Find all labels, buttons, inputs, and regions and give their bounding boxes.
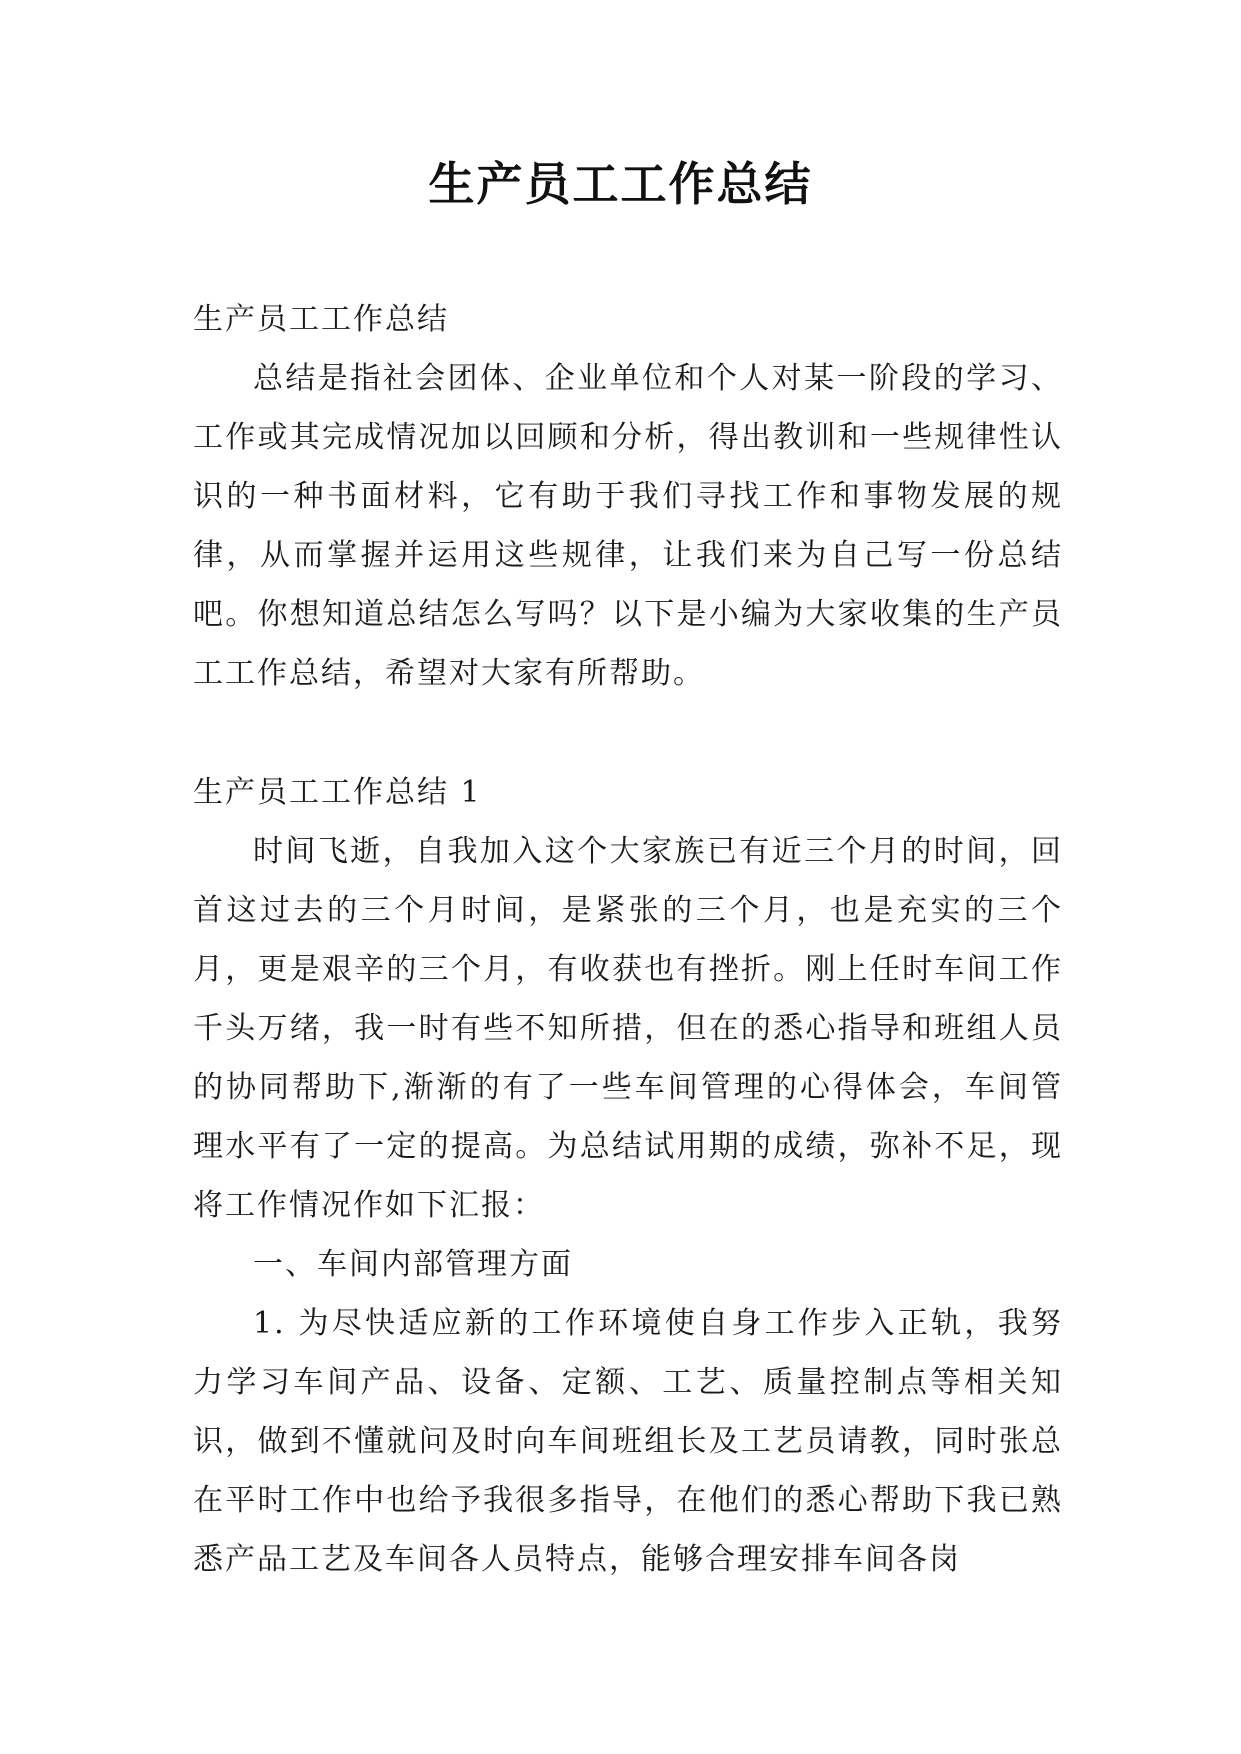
document-title: 生产员工工作总结 xyxy=(428,157,813,211)
document-body xyxy=(193,290,1063,1589)
section1-paragraph: 时间飞逝，自我加入这个大家族已有近三个月的时间，回首这过去的三个月时间，是紧张的三个月，也是充实的三个月，更是艰辛的三个月，有收获也有挫折。刚上任时车间工作千头万绪，我一时有些不知所措，但在的悉心指导和班组人员的协同帮助下,渐渐的有了一些车间管理的心得体会，车间管理水平有了一定的提高。为总结试用期的成绩，弥补不足，现将工作情况作如下汇报： xyxy=(193,834,1063,1223)
part1-heading: 一、车间内部管理方面 xyxy=(253,1247,573,1282)
section-spacer xyxy=(193,703,1063,763)
intro-heading: 生产员工工作总结 xyxy=(193,302,449,337)
item1-paragraph: 1. 为尽快适应新的工作环境使自身工作步入正轨，我努力学习车间产品、设备、定额、工艺、质量控制点等相关知识，做到不懂就问及时向车间班组长及工艺员请教，同时张总在平时工作中也给予我很多指导，在他们的悉心帮助下我已熟悉产品工艺及车间各人员特点，能够合理安排车间各岗 xyxy=(193,1306,1063,1577)
section1-heading: 生产员工工作总结 1 xyxy=(193,775,482,810)
intro-paragraph: 总结是指社会团体、企业单位和个人对某一阶段的学习、工作或其完成情况加以回顾和分析，得出教训和一些规律性认识的一种书面材料，它有助于我们寻找工作和事物发展的规律，从而掌握并运用这些规律，让我们来为自己写一份总结吧。你想知道总结怎么写吗？以下是小编为大家收集的生产员工工作总结，希望对大家有所帮助。 xyxy=(193,361,1063,691)
